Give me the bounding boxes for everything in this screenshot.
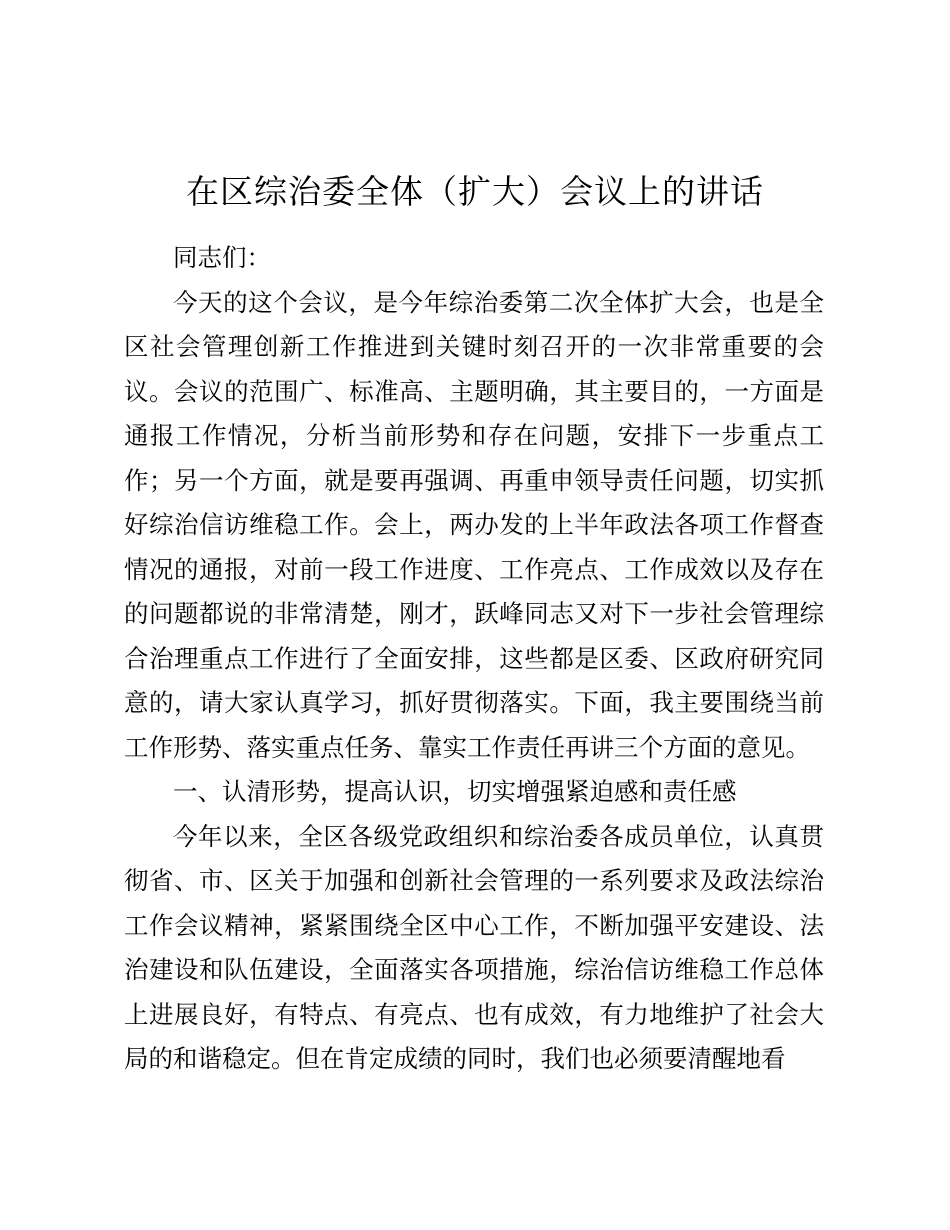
document-body — [124, 236, 824, 1082]
document-title: 在区综治委全体（扩大）会议上的讲话 — [186, 172, 764, 211]
paragraph-opening: 今天的这个会议，是今年综治委第二次全体扩大会，也是全区社会管理创新工作推进到关键时刻召开的一次非常重要的会议。会议的范围广、标准高、主题明确，其主要目的，一方面是通报工作情况，分析当前形势和存在问题，安排下一步重点工作；另一个方面，就是要再强调、再重申领导责任问题，切实抓好综治信访维稳工作。会上，两办发的上半年政法各项工作督查情况的通报，对前一段工作进度、工作亮点、工作成效以及存在的问题都说的非常清楚，刚才，跃峰同志又对下一步社会管理综合治理重点工作进行了全面安排，这些都是区委、区政府研究同意的，请大家认真学习，抓好贯彻落实。下面，我主要围绕当前工作形势、落实重点任务、靠实工作责任再讲三个方面的意见。 — [124, 287, 824, 762]
section-heading-1: 一、认清形势，提高认识，切实增强紧迫感和责任感 — [173, 777, 737, 806]
salutation: 同志们： — [173, 243, 271, 272]
paragraph-section-1: 今年以来，全区各级党政组织和综治委各成员单位，认真贯彻省、市、区关于加强和创新社会管理的一系列要求及政法综治工作会议精神，紧紧围绕全区中心工作，不断加强平安建设、法治建设和队伍建设，全面落实各项措施，综治信访维稳工作总体上进展良好，有特点、有亮点、也有成效，有力地维护了社会大局的和谐稳定。但在肯定成绩的同时，我们也必须要清醒地看 — [124, 821, 824, 1073]
